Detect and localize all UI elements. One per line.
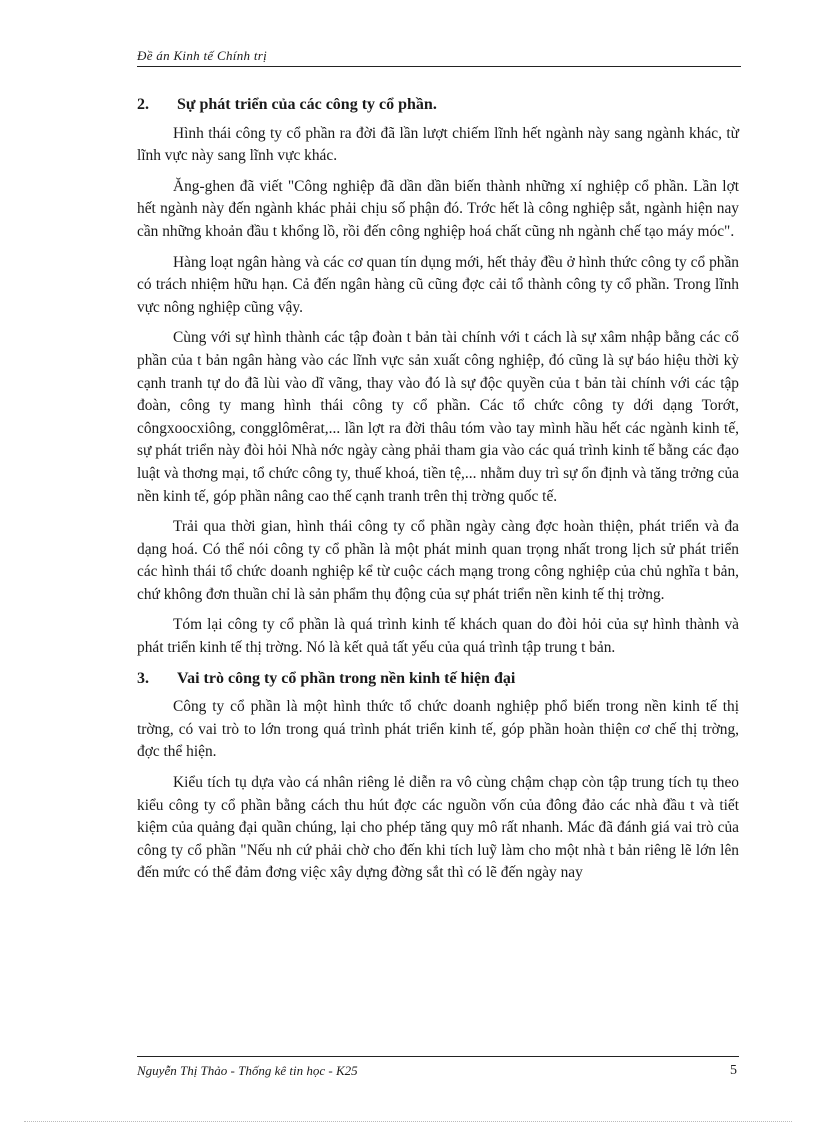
section-number: 2. <box>137 96 149 113</box>
paragraph: Ăng-ghen đã viết "Công nghiệp đã dần dần biến thành những xí nghiệp cổ phần. Lần lợt hết ngành này đến ngành khác phải chịu số phận đó. Trớc hết là công nghiệp sắt, ngành hiện nay cần những khoản đầu t khổng lồ, rồi đến công nghiệp hoá chất cũng nh ngành chế tạo máy móc". <box>137 177 739 240</box>
paragraph: Công ty cổ phần là một hình thức tổ chức doanh nghiệp phổ biến trong nền kinh tế thị trờng, có vai trò to lớn trong quá trình phát triển kinh tế, góp phần hoàn thiện cơ chế thị trờng, đợc thể hiện. <box>137 698 739 761</box>
section-number: 3. <box>137 669 149 687</box>
page-edge-divider <box>24 1121 792 1122</box>
section-heading: Sự phát triển của các công ty cổ phần. <box>177 96 437 113</box>
section-heading: Vai trò công ty cổ phần trong nền kinh tế hiện đại <box>177 669 516 687</box>
paragraph: Tóm lại công ty cổ phần là quá trình kinh tế khách quan do đòi hỏi của sự hình thành và phát triển kinh tế thị trờng. Nó là kết quả tất yếu của quá trình tập trung t bản. <box>137 616 739 657</box>
paragraph: Kiểu tích tụ dựa vào cá nhân riêng lẻ diễn ra vô cùng chậm chạp còn tập trung tích tụ theo kiểu công ty cổ phần bằng cách thu hút đợc các nguồn vốn của đông đảo các nhà đầu t và tiết kiệm của quảng đại quần chúng, lại cho phép tăng quy mô rất nhanh. Mác đã đánh giá vai trò của công ty cổ phần "Nếu nh cứ phải chờ cho đến khi tích luỹ làm cho một nhà t bản riêng lẽ lớn lên đến mức có thể đảm đơng việc xây dựng đờng sắt thì có lẽ đến ngày nay <box>137 774 739 882</box>
header-title: Đề án Kinh tế Chính trị <box>137 48 268 63</box>
page-number: 5 <box>730 1063 737 1078</box>
section-3-title <box>137 668 739 691</box>
section-2-title <box>137 94 739 117</box>
paragraph: Hình thái công ty cổ phần ra đời đã lần lượt chiếm lĩnh hết ngành này sang ngành khác, từ lĩnh vực này sang lĩnh vực khác. <box>137 124 739 165</box>
paragraph: Trải qua thời gian, hình thái công ty cổ phần ngày càng đợc hoàn thiện, phát triển và đa dạng hoá. Có thể nói công ty cổ phần là một phát minh quan trọng nhất trong lịch sử phát triển các hình thái tổ chức doanh nghiệp kể từ cuộc cách mạng trong công nghiệp của chủ nghĩa t bản, chứ không đơn thuần chỉ là sản phẩm thụ động của sự phát triển nền kinh tế thị trờng. <box>137 518 739 603</box>
document-body <box>137 88 739 893</box>
page-footer <box>137 1056 739 1079</box>
page-header <box>137 48 741 67</box>
paragraph: Cùng với sự hình thành các tập đoàn t bản tài chính với t cách là sự xâm nhập bằng các cổ phần của t bản ngân hàng vào các lĩnh vực sản xuất công nghiệp, đó cũng là sự báo hiệu thời kỳ cạnh tranh tự do đã lùi vào dĩ vãng, thay vào đó là sự độc quyền của t bản tài chính với các tập đoàn, công ty mang hình thái công ty cổ phần. Các tổ chức công ty dới dạng Torớt, côngxoocxiông, congglômêrat,... lần lợt ra đời thâu tóm vào tay mình hầu hết các ngành kinh tế, sự phát triển này đòi hỏi Nhà nớc ngày càng phải tham gia vào các quá trình kinh tế bằng các đạo luật và thơng mại, tổ chức công ty, thuế khoá, tiền tệ,... nhằm duy trì sự ổn định và tăng trởng của nền kinh tế, góp phần nâng cao thế cạnh tranh trên thị trờng quốc tế. <box>137 329 739 505</box>
footer-author: Nguyễn Thị Thảo - Thống kê tin học - K25 <box>137 1063 358 1078</box>
paragraph: Hàng loạt ngân hàng và các cơ quan tín dụng mới, hết thảy đều ở hình thức công ty cổ phần có trách nhiệm hữu hạn. Cả đến ngân hàng cũ cũng đợc cải tổ thành công ty cổ phần. Trong lĩnh vực nông nghiệp cũng vậy. <box>137 253 739 316</box>
